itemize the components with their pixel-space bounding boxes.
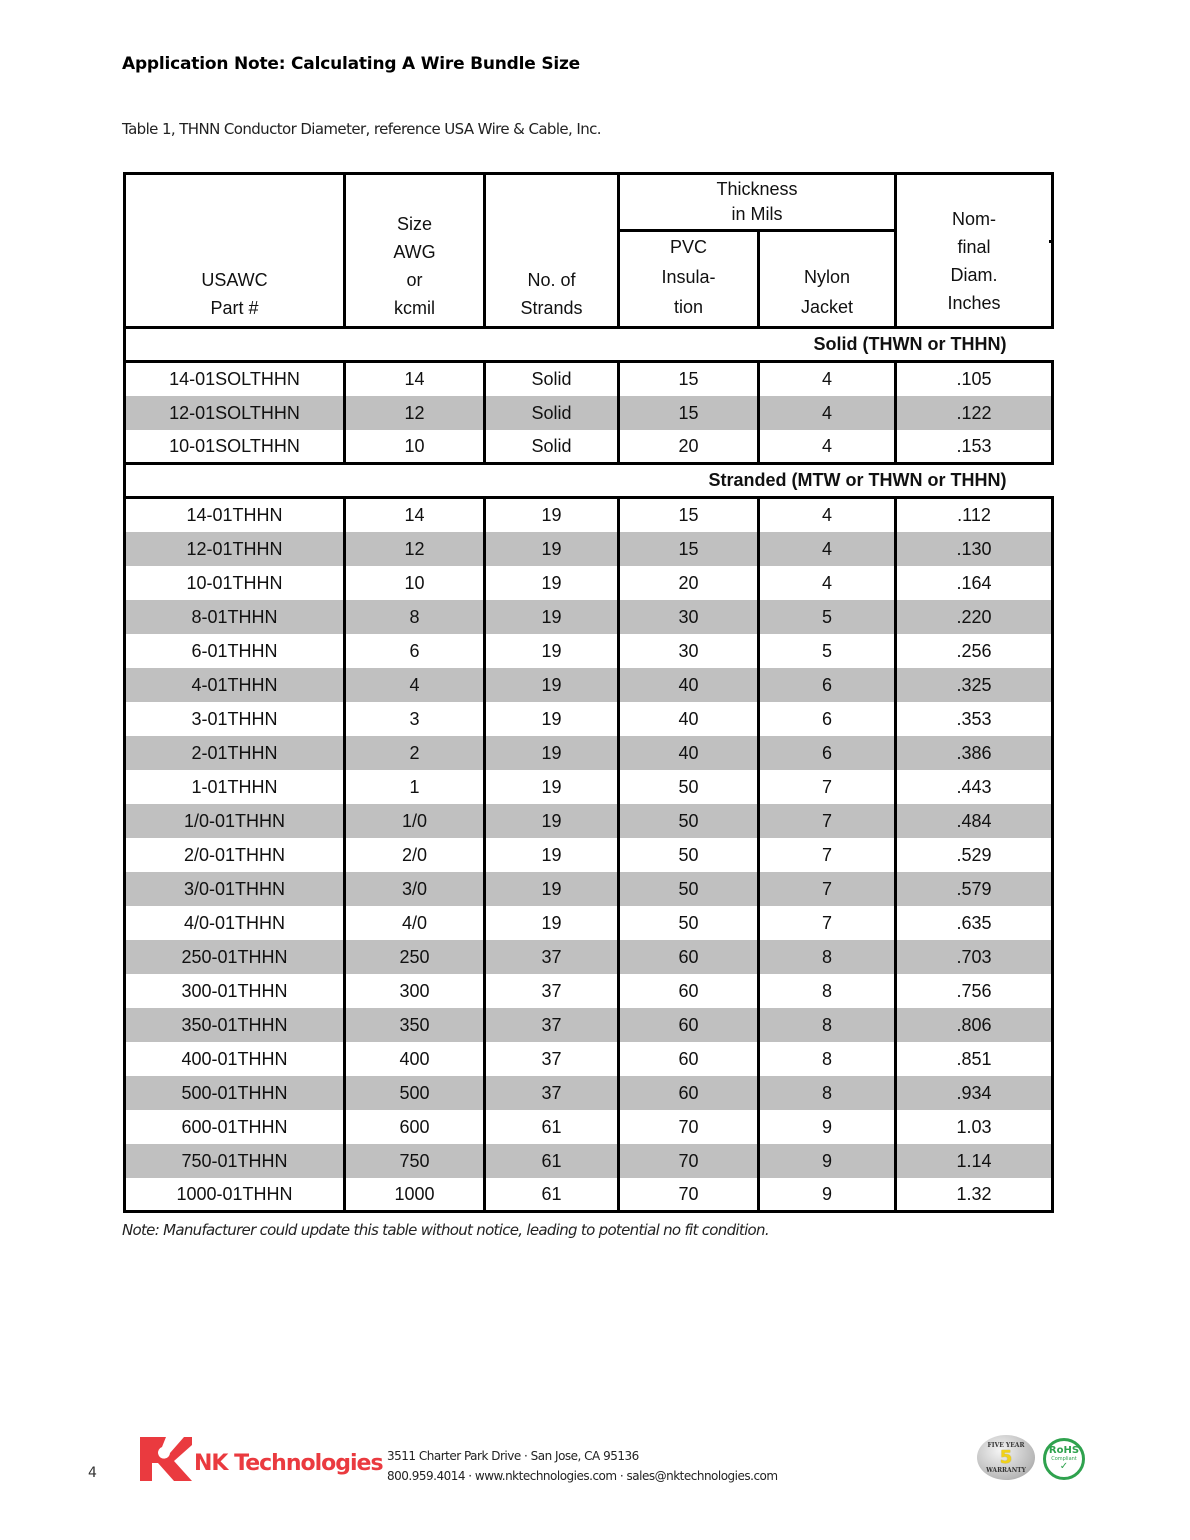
part-number-cell: 8-01THHN: [125, 600, 345, 634]
pvc-cell: 60: [619, 1076, 759, 1110]
strands-cell: 61: [485, 1178, 619, 1212]
table-row: [125, 838, 1053, 872]
header-strands: [485, 174, 619, 328]
warranty-badge-icon: [977, 1435, 1035, 1480]
nylon-cell: 8: [759, 940, 896, 974]
size-cell: 350: [345, 1008, 485, 1042]
strands-cell: 19: [485, 498, 619, 532]
size-cell: 8: [345, 600, 485, 634]
part-number-cell: 4/0-01THHN: [125, 906, 345, 940]
pvc-cell: 40: [619, 702, 759, 736]
part-number-cell: 1000-01THHN: [125, 1178, 345, 1212]
part-number-cell: 3/0-01THHN: [125, 872, 345, 906]
strands-cell: 61: [485, 1144, 619, 1178]
size-cell: 500: [345, 1076, 485, 1110]
size-cell: 600: [345, 1110, 485, 1144]
part-number-cell: 300-01THHN: [125, 974, 345, 1008]
header-line: in Mils: [731, 204, 783, 224]
header-line: AWG: [393, 242, 436, 262]
header-nylon-jacket: [759, 231, 896, 328]
nylon-cell: 8: [759, 1076, 896, 1110]
part-number-cell: 4-01THHN: [125, 668, 345, 702]
size-cell: 10: [345, 566, 485, 600]
nylon-cell: 7: [759, 804, 896, 838]
part-number-cell: 1-01THHN: [125, 770, 345, 804]
header-thickness-group: [619, 174, 896, 231]
strands-cell: 37: [485, 1008, 619, 1042]
part-number-cell: 3-01THHN: [125, 702, 345, 736]
diameter-cell: .130: [896, 532, 1053, 566]
document-title: Application Note: Calculating A Wire Bundle Size: [122, 54, 581, 74]
table-row: [125, 1042, 1053, 1076]
size-cell: 12: [345, 396, 485, 430]
nylon-cell: 9: [759, 1110, 896, 1144]
header-line: USAWC: [201, 270, 268, 290]
section-label: Stranded (MTW or THWN or THHN): [125, 464, 1053, 498]
diameter-cell: .386: [896, 736, 1053, 770]
strands-cell: Solid: [485, 362, 619, 396]
table-row: [125, 736, 1053, 770]
strands-cell: 37: [485, 1042, 619, 1076]
pvc-cell: 20: [619, 566, 759, 600]
header-line: PVC: [669, 237, 707, 257]
pvc-cell: 50: [619, 872, 759, 906]
strands-cell: 19: [485, 532, 619, 566]
header-pvc-insulation: [619, 231, 759, 328]
strands-cell: 19: [485, 804, 619, 838]
strands-cell: 19: [485, 634, 619, 668]
diameter-cell: .105: [896, 362, 1053, 396]
nylon-cell: 8: [759, 1008, 896, 1042]
nylon-cell: 4: [759, 566, 896, 600]
pvc-cell: 20: [619, 430, 759, 464]
pvc-cell: 70: [619, 1178, 759, 1212]
table-row: [125, 430, 1053, 464]
strands-cell: 37: [485, 1076, 619, 1110]
header-line: or: [406, 270, 423, 290]
table-row: [125, 1144, 1053, 1178]
size-cell: 2/0: [345, 838, 485, 872]
strands-cell: Solid: [485, 430, 619, 464]
pvc-cell: 70: [619, 1110, 759, 1144]
table-row: [125, 1110, 1053, 1144]
size-cell: 10: [345, 430, 485, 464]
strands-cell: 19: [485, 600, 619, 634]
table-row: [125, 396, 1053, 430]
address-line-2: 800.959.4014 · www.nktechnologies.com · sales@nktechnologies.com: [387, 1469, 778, 1483]
table-row: [125, 668, 1053, 702]
nk-logo-icon: [140, 1437, 192, 1481]
pvc-cell: 15: [619, 362, 759, 396]
diameter-cell: .164: [896, 566, 1053, 600]
conductor-diameter-table: [123, 172, 1054, 1213]
header-line: Diam.: [950, 264, 998, 285]
nylon-cell: 4: [759, 498, 896, 532]
diameter-cell: .353: [896, 702, 1053, 736]
table-row: [125, 702, 1053, 736]
nylon-cell: 9: [759, 1178, 896, 1212]
size-cell: 300: [345, 974, 485, 1008]
company-name: NK Technologies: [194, 1451, 383, 1476]
warranty-badge-number: 5: [999, 1446, 1013, 1468]
nylon-cell: 6: [759, 668, 896, 702]
header-line: kcmil: [394, 298, 435, 318]
pvc-cell: 30: [619, 600, 759, 634]
header-line: tion: [673, 297, 704, 317]
pvc-cell: 15: [619, 498, 759, 532]
diameter-cell: .703: [896, 940, 1053, 974]
nylon-cell: 8: [759, 974, 896, 1008]
part-number-cell: 250-01THHN: [125, 940, 345, 974]
strands-cell: 19: [485, 736, 619, 770]
nylon-cell: 7: [759, 770, 896, 804]
table-row: [125, 804, 1053, 838]
diameter-cell: .806: [896, 1008, 1053, 1042]
table-row: [125, 1178, 1053, 1212]
page-footer: [0, 1430, 1190, 1500]
part-number-cell: 2-01THHN: [125, 736, 345, 770]
pvc-cell: 30: [619, 634, 759, 668]
table-row: [125, 940, 1053, 974]
part-number-cell: 2/0-01THHN: [125, 838, 345, 872]
rohs-badge-icon: [1043, 1438, 1085, 1480]
pvc-cell: 50: [619, 770, 759, 804]
diameter-cell: .756: [896, 974, 1053, 1008]
diameter-cell: .484: [896, 804, 1053, 838]
rohs-title: RoHS: [1048, 1445, 1080, 1456]
table-note: Note: Manufacturer could update this table without notice, leading to potential no fit condition.: [122, 1221, 769, 1239]
strands-cell: 19: [485, 838, 619, 872]
part-number-cell: 600-01THHN: [125, 1110, 345, 1144]
table-row: [125, 532, 1053, 566]
size-cell: 3: [345, 702, 485, 736]
size-cell: 4/0: [345, 906, 485, 940]
nylon-cell: 9: [759, 1144, 896, 1178]
nylon-cell: 8: [759, 1042, 896, 1076]
nylon-cell: 4: [759, 362, 896, 396]
diameter-cell: 1.32: [896, 1178, 1053, 1212]
table-row: [125, 566, 1053, 600]
warranty-badge-top: FIVE YEAR: [987, 1441, 1025, 1449]
table-edge-tick: [1049, 240, 1053, 243]
nylon-cell: 7: [759, 872, 896, 906]
diameter-cell: .112: [896, 498, 1053, 532]
section-label: Solid (THWN or THHN): [125, 328, 1053, 362]
nylon-cell: 5: [759, 634, 896, 668]
diameter-cell: .934: [896, 1076, 1053, 1110]
diameter-cell: 1.03: [896, 1110, 1053, 1144]
diameter-cell: .529: [896, 838, 1053, 872]
pvc-cell: 15: [619, 532, 759, 566]
section-header-row: [125, 328, 1053, 362]
pvc-cell: 60: [619, 974, 759, 1008]
nylon-cell: 6: [759, 702, 896, 736]
strands-cell: 19: [485, 668, 619, 702]
part-number-cell: 500-01THHN: [125, 1076, 345, 1110]
pvc-cell: 60: [619, 940, 759, 974]
company-logo: [140, 1435, 383, 1485]
nylon-cell: 6: [759, 736, 896, 770]
table-body: [125, 328, 1053, 1212]
header-line: Jacket: [800, 297, 854, 317]
size-cell: 1: [345, 770, 485, 804]
header-line: Nylon: [803, 267, 851, 287]
part-number-cell: 14-01THHN: [125, 498, 345, 532]
header-line: Inches: [947, 292, 1001, 313]
part-number-cell: 6-01THHN: [125, 634, 345, 668]
header-line: No. of: [527, 270, 576, 290]
header-line: Strands: [520, 298, 583, 318]
pvc-cell: 50: [619, 906, 759, 940]
address-line-1: 3511 Charter Park Drive · San Jose, CA 95136: [387, 1449, 639, 1463]
size-cell: 6: [345, 634, 485, 668]
size-cell: 1000: [345, 1178, 485, 1212]
rohs-subtitle: Compliant: [1051, 1456, 1077, 1462]
section-header-row: [125, 464, 1053, 498]
diameter-cell: .635: [896, 906, 1053, 940]
header-part-number: [125, 174, 345, 328]
strands-cell: 19: [485, 770, 619, 804]
strands-cell: 19: [485, 702, 619, 736]
header-line: Insula-: [661, 267, 716, 287]
header-size: [345, 174, 485, 328]
diameter-cell: .579: [896, 872, 1053, 906]
pvc-cell: 40: [619, 668, 759, 702]
part-number-cell: 400-01THHN: [125, 1042, 345, 1076]
header-line: Size: [396, 214, 432, 234]
page-number: 4: [88, 1465, 97, 1481]
table-row: [125, 1076, 1053, 1110]
pvc-cell: 15: [619, 396, 759, 430]
nylon-cell: 5: [759, 600, 896, 634]
table-row: [125, 770, 1053, 804]
size-cell: 750: [345, 1144, 485, 1178]
size-cell: 3/0: [345, 872, 485, 906]
part-number-cell: 12-01SOLTHHN: [125, 396, 345, 430]
strands-cell: 61: [485, 1110, 619, 1144]
part-number-cell: 350-01THHN: [125, 1008, 345, 1042]
table-row: [125, 872, 1053, 906]
part-number-cell: 750-01THHN: [125, 1144, 345, 1178]
warranty-badge-bottom: WARRANTY: [986, 1466, 1026, 1474]
pvc-cell: 60: [619, 1008, 759, 1042]
table-row: [125, 600, 1053, 634]
conductor-diameter-table-container: [123, 172, 1051, 1213]
size-cell: 250: [345, 940, 485, 974]
size-cell: 1/0: [345, 804, 485, 838]
header-line: Thickness: [716, 179, 798, 199]
pvc-cell: 50: [619, 804, 759, 838]
size-cell: 14: [345, 498, 485, 532]
pvc-cell: 50: [619, 838, 759, 872]
header-line: final: [957, 236, 991, 257]
size-cell: 2: [345, 736, 485, 770]
nylon-cell: 7: [759, 906, 896, 940]
part-number-cell: 1/0-01THHN: [125, 804, 345, 838]
pvc-cell: 40: [619, 736, 759, 770]
company-address: [387, 1446, 778, 1486]
nylon-cell: 4: [759, 430, 896, 464]
diameter-cell: .153: [896, 430, 1053, 464]
size-cell: 400: [345, 1042, 485, 1076]
header-line: Part #: [210, 298, 259, 318]
diameter-cell: .256: [896, 634, 1053, 668]
part-number-cell: 10-01THHN: [125, 566, 345, 600]
pvc-cell: 60: [619, 1042, 759, 1076]
diameter-cell: 1.14: [896, 1144, 1053, 1178]
diameter-cell: .325: [896, 668, 1053, 702]
strands-cell: 19: [485, 906, 619, 940]
size-cell: 14: [345, 362, 485, 396]
nylon-cell: 4: [759, 532, 896, 566]
strands-cell: Solid: [485, 396, 619, 430]
strands-cell: 37: [485, 940, 619, 974]
diameter-cell: .851: [896, 1042, 1053, 1076]
size-cell: 4: [345, 668, 485, 702]
strands-cell: 37: [485, 974, 619, 1008]
table-row: [125, 634, 1053, 668]
table-row: [125, 498, 1053, 532]
table-row: [125, 906, 1053, 940]
diameter-cell: .443: [896, 770, 1053, 804]
nylon-cell: 4: [759, 396, 896, 430]
nylon-cell: 7: [759, 838, 896, 872]
table-row: [125, 362, 1053, 396]
strands-cell: 19: [485, 872, 619, 906]
table-caption: Table 1, THNN Conductor Diameter, reference USA Wire & Cable, Inc.: [122, 120, 601, 138]
size-cell: 12: [345, 532, 485, 566]
part-number-cell: 12-01THHN: [125, 532, 345, 566]
diameter-cell: .220: [896, 600, 1053, 634]
check-icon: ✓: [1059, 1461, 1069, 1472]
part-number-cell: 10-01SOLTHHN: [125, 430, 345, 464]
header-line: Nom-: [952, 208, 996, 229]
diameter-cell: .122: [896, 396, 1053, 430]
table-row: [125, 974, 1053, 1008]
table-row: [125, 1008, 1053, 1042]
pvc-cell: 70: [619, 1144, 759, 1178]
header-nominal-diameter: [896, 174, 1053, 328]
part-number-cell: 14-01SOLTHHN: [125, 362, 345, 396]
strands-cell: 19: [485, 566, 619, 600]
